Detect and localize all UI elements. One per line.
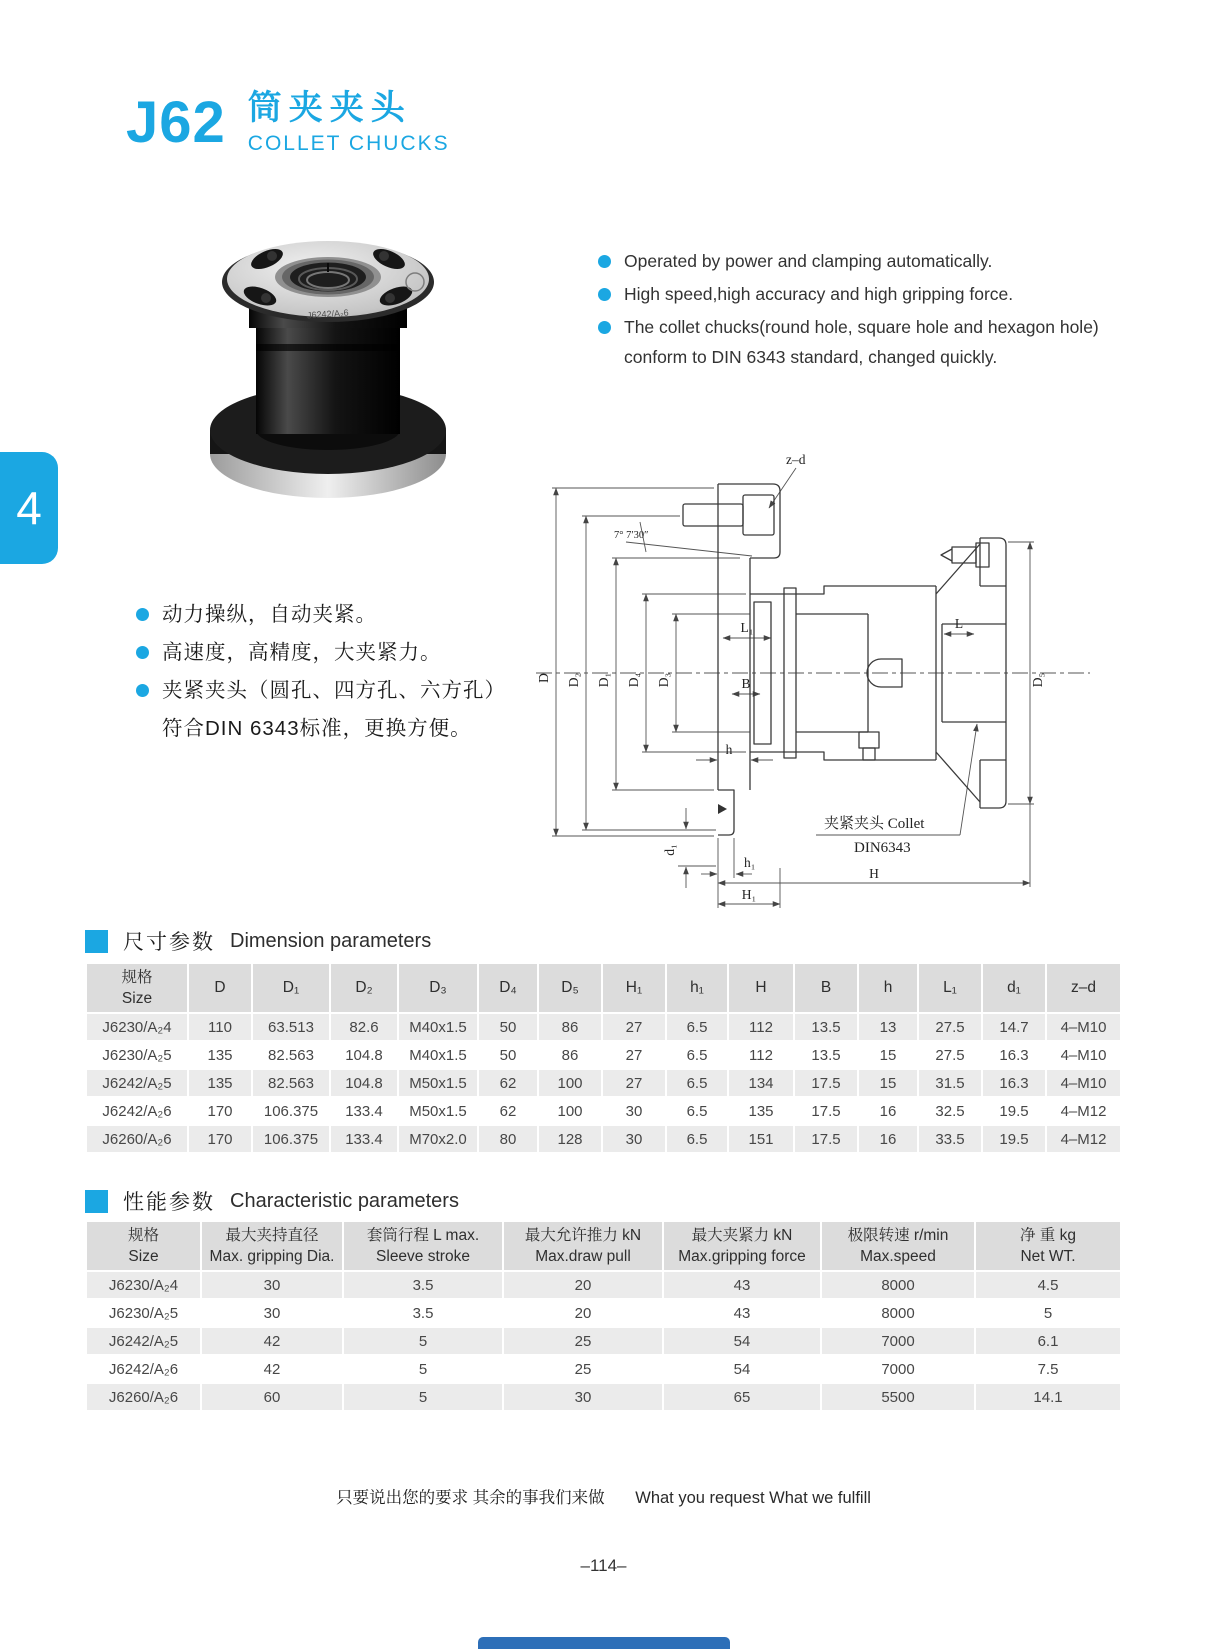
model-code: J62 — [126, 90, 226, 155]
column-header: 最大夹紧力 kN Max.gripping force — [664, 1222, 820, 1270]
dim-label-B: B — [741, 676, 751, 691]
value-cell: 5 — [344, 1328, 502, 1354]
section-title-cn: 尺寸参数 — [123, 931, 215, 954]
value-cell: 7000 — [822, 1356, 974, 1382]
value-cell: 4.5 — [976, 1272, 1120, 1298]
feature-item — [136, 672, 576, 709]
value-cell: 30 — [504, 1384, 662, 1410]
value-cell: 30 — [202, 1300, 342, 1326]
chapter-number: 4 — [16, 482, 42, 534]
characteristic-parameters-table — [85, 1220, 1122, 1412]
table-row — [87, 1272, 1120, 1298]
value-cell: 54 — [664, 1328, 820, 1354]
value-cell: 25 — [504, 1328, 662, 1354]
table-row — [87, 1126, 1120, 1152]
feature-text: 夹紧夹头（圆孔、四方孔、六方孔） — [162, 679, 506, 702]
section-title-dimension — [85, 926, 431, 956]
value-cell: M70x2.0 — [399, 1126, 477, 1152]
column-header: 最大允许推力 kN Max.draw pull — [504, 1222, 662, 1270]
value-cell: 104.8 — [331, 1042, 397, 1068]
bullet-icon — [136, 646, 149, 659]
value-cell: 15 — [859, 1070, 917, 1096]
value-cell: 133.4 — [331, 1098, 397, 1124]
value-cell: 4–M12 — [1047, 1098, 1120, 1124]
value-cell: 27.5 — [919, 1042, 981, 1068]
dim-label-D2: D₂ — [566, 672, 581, 688]
value-cell: 27 — [603, 1042, 665, 1068]
column-header: 最大夹持直径 Max. gripping Dia. — [202, 1222, 342, 1270]
drawing-labels — [536, 452, 1045, 902]
value-cell: 82.6 — [331, 1014, 397, 1040]
page-number: –114– — [580, 1556, 627, 1575]
dim-label-D3: D₃ — [656, 672, 671, 688]
dim-label-h1: h₁ — [744, 855, 756, 870]
value-cell: 5 — [976, 1300, 1120, 1326]
value-cell: 82.563 — [253, 1070, 329, 1096]
part-outline — [683, 484, 1006, 835]
value-cell: 17.5 — [795, 1098, 857, 1124]
size-cell: J6230/A₂4 — [87, 1272, 200, 1298]
value-cell: 7000 — [822, 1328, 974, 1354]
value-cell: 33.5 — [919, 1126, 981, 1152]
bullet-icon — [136, 684, 149, 697]
photo-engraving: J6242/A₂6 — [306, 307, 349, 321]
section-title-characteristic — [85, 1186, 459, 1216]
value-cell: 86 — [539, 1042, 601, 1068]
value-cell: 27 — [603, 1070, 665, 1096]
value-cell: 19.5 — [983, 1126, 1045, 1152]
bottom-banner — [478, 1637, 730, 1649]
value-cell: 31.5 — [919, 1070, 981, 1096]
value-cell: 62 — [479, 1098, 537, 1124]
value-cell: M50x1.5 — [399, 1070, 477, 1096]
feature-text: The collet chucks(round hole, square hole and hexagon hole) conform to DIN 6343 standard, changed quickly. — [624, 317, 1099, 367]
column-header: B — [795, 964, 857, 1012]
dim-label-L: L — [954, 616, 964, 631]
dim-label-D4: D₄ — [626, 672, 641, 688]
value-cell: 100 — [539, 1098, 601, 1124]
column-header: D₄ — [479, 964, 537, 1012]
feature-item — [136, 710, 576, 747]
feature-item — [598, 312, 1146, 372]
value-cell: 100 — [539, 1070, 601, 1096]
dimension-parameters-table — [85, 962, 1122, 1154]
value-cell: 135 — [189, 1042, 251, 1068]
dim-label-H1: H₁ — [741, 887, 757, 902]
value-cell: 80 — [479, 1126, 537, 1152]
footer-slogan — [0, 1484, 1207, 1508]
value-cell: 42 — [202, 1356, 342, 1382]
collet-note-std: DIN6343 — [854, 840, 911, 856]
value-cell: 8000 — [822, 1300, 974, 1326]
page-title-cn: 筒夹夹头 — [247, 89, 412, 127]
value-cell: 63.513 — [253, 1014, 329, 1040]
feature-list-en — [598, 246, 1146, 375]
column-header: H₁ — [603, 964, 665, 1012]
value-cell: 3.5 — [344, 1272, 502, 1298]
feature-item — [598, 246, 1146, 276]
feature-item — [136, 596, 576, 633]
value-cell: 86 — [539, 1014, 601, 1040]
column-header: 净 重 kg Net WT. — [976, 1222, 1120, 1270]
column-header: z–d — [1047, 964, 1120, 1012]
size-cell: J6230/A₂4 — [87, 1014, 187, 1040]
value-cell: 170 — [189, 1126, 251, 1152]
column-header: d₁ — [983, 964, 1045, 1012]
size-cell: J6260/A₂6 — [87, 1126, 187, 1152]
value-cell: 16 — [859, 1126, 917, 1152]
value-cell: 13.5 — [795, 1042, 857, 1068]
value-cell: 106.375 — [253, 1126, 329, 1152]
footer-slogan-en: What you request What we fulfill — [635, 1489, 871, 1507]
dim-label-L1: L₁ — [740, 620, 754, 635]
feature-item — [136, 634, 576, 671]
value-cell: 14.7 — [983, 1014, 1045, 1040]
value-cell: 4–M12 — [1047, 1126, 1120, 1152]
size-cell: J6242/A₂5 — [87, 1070, 187, 1096]
feature-text: High speed,high accuracy and high gripping force. — [624, 284, 1014, 304]
section-title-en: Characteristic parameters — [230, 1189, 459, 1212]
section-marker-icon — [85, 930, 108, 953]
section-title-cn: 性能参数 — [123, 1191, 215, 1214]
value-cell: 32.5 — [919, 1098, 981, 1124]
value-cell: 50 — [479, 1014, 537, 1040]
column-header: D — [189, 964, 251, 1012]
dim-label-h: h — [725, 742, 733, 757]
feature-text: 符合DIN 6343标准，更换方便。 — [162, 717, 472, 740]
table-row — [87, 1328, 1120, 1354]
feature-text: 高速度，高精度，大夹紧力。 — [162, 641, 442, 664]
column-header: 极限转速 r/min Max.speed — [822, 1222, 974, 1270]
value-cell: 133.4 — [331, 1126, 397, 1152]
value-cell: 170 — [189, 1098, 251, 1124]
value-cell: 54 — [664, 1356, 820, 1382]
table-row — [87, 1356, 1120, 1382]
value-cell: 42 — [202, 1328, 342, 1354]
feature-text: Operated by power and clamping automatically. — [624, 251, 993, 271]
value-cell: 17.5 — [795, 1126, 857, 1152]
value-cell: 5500 — [822, 1384, 974, 1410]
value-cell: 16.3 — [983, 1042, 1045, 1068]
dim-label-d1: d₁ — [662, 844, 677, 856]
size-cell: J6260/A₂6 — [87, 1384, 200, 1410]
value-cell: 112 — [729, 1014, 793, 1040]
value-cell: 6.5 — [667, 1098, 727, 1124]
column-header: D₁ — [253, 964, 329, 1012]
section-marker-icon — [85, 1190, 108, 1213]
value-cell: 15 — [859, 1042, 917, 1068]
table-row — [87, 1098, 1120, 1124]
page-header — [126, 86, 450, 160]
table-row — [87, 1384, 1120, 1410]
value-cell: 134 — [729, 1070, 793, 1096]
column-header: D₅ — [539, 964, 601, 1012]
chapter-tab — [0, 452, 58, 564]
value-cell: 6.5 — [667, 1070, 727, 1096]
value-cell: 8000 — [822, 1272, 974, 1298]
size-cell: J6230/A₂5 — [87, 1300, 200, 1326]
dim-label-D5: D₅ — [1030, 672, 1045, 688]
collet-note-cn: 夹紧夹头 Collet — [824, 816, 925, 832]
value-cell: 6.5 — [667, 1126, 727, 1152]
page-title-en: COLLET CHUCKS — [247, 132, 450, 155]
value-cell: 104.8 — [331, 1070, 397, 1096]
technical-drawing — [528, 438, 1103, 908]
table-row — [87, 1300, 1120, 1326]
value-cell: 4–M10 — [1047, 1014, 1120, 1040]
value-cell: 27.5 — [919, 1014, 981, 1040]
table-header-row — [87, 964, 1120, 1012]
value-cell: 6.5 — [667, 1014, 727, 1040]
column-header: D₃ — [399, 964, 477, 1012]
table-row — [87, 1070, 1120, 1096]
value-cell: 62 — [479, 1070, 537, 1096]
value-cell: 151 — [729, 1126, 793, 1152]
bullet-icon — [136, 608, 149, 621]
angle-label: 7° 7′30″ — [614, 530, 649, 541]
bolt-label: z–d — [786, 452, 806, 467]
dim-label-D1: D₁ — [596, 672, 611, 688]
value-cell: 30 — [603, 1098, 665, 1124]
value-cell: 60 — [202, 1384, 342, 1410]
table-row — [87, 1042, 1120, 1068]
column-header: H — [729, 964, 793, 1012]
column-header: 规格 Size — [87, 1222, 200, 1270]
value-cell: 25 — [504, 1356, 662, 1382]
section-title-en: Dimension parameters — [230, 929, 432, 952]
value-cell: 82.563 — [253, 1042, 329, 1068]
value-cell: 4–M10 — [1047, 1042, 1120, 1068]
value-cell: 135 — [189, 1070, 251, 1096]
value-cell: 13 — [859, 1014, 917, 1040]
column-header: 规格 Size — [87, 964, 187, 1012]
value-cell: 6.1 — [976, 1328, 1120, 1354]
value-cell: 43 — [664, 1272, 820, 1298]
value-cell: 5 — [344, 1384, 502, 1410]
value-cell: M40x1.5 — [399, 1014, 477, 1040]
column-header: D₂ — [331, 964, 397, 1012]
size-cell: J6242/A₂5 — [87, 1328, 200, 1354]
value-cell: 3.5 — [344, 1300, 502, 1326]
collet-chuck-image — [183, 192, 473, 502]
bullet-icon — [598, 288, 611, 301]
value-cell: 6.5 — [667, 1042, 727, 1068]
dim-label-H: H — [869, 866, 879, 881]
footer-slogan-cn: 只要说出您的要求 其余的事我们来做 — [336, 1489, 605, 1507]
value-cell: 30 — [603, 1126, 665, 1152]
column-header: L₁ — [919, 964, 981, 1012]
dim-label-D: D — [536, 673, 551, 683]
value-cell: 50 — [479, 1042, 537, 1068]
size-cell: J6242/A₂6 — [87, 1356, 200, 1382]
value-cell: 16 — [859, 1098, 917, 1124]
table-row — [87, 1014, 1120, 1040]
value-cell: 112 — [729, 1042, 793, 1068]
value-cell: 65 — [664, 1384, 820, 1410]
bullet-icon — [598, 255, 611, 268]
size-cell: J6230/A₂5 — [87, 1042, 187, 1068]
column-header: h₁ — [667, 964, 727, 1012]
value-cell: 128 — [539, 1126, 601, 1152]
feature-text: 动力操纵，自动夹紧。 — [162, 603, 377, 626]
value-cell: 106.375 — [253, 1098, 329, 1124]
feature-item — [598, 279, 1146, 309]
value-cell: 7.5 — [976, 1356, 1120, 1382]
value-cell: M40x1.5 — [399, 1042, 477, 1068]
bullet-icon — [598, 321, 611, 334]
value-cell: 16.3 — [983, 1070, 1045, 1096]
value-cell: 20 — [504, 1300, 662, 1326]
value-cell: 17.5 — [795, 1070, 857, 1096]
value-cell: 27 — [603, 1014, 665, 1040]
table-header-row — [87, 1222, 1120, 1270]
feature-list-cn — [136, 596, 576, 748]
value-cell: 110 — [189, 1014, 251, 1040]
value-cell: M50x1.5 — [399, 1098, 477, 1124]
value-cell: 19.5 — [983, 1098, 1045, 1124]
value-cell: 43 — [664, 1300, 820, 1326]
column-header: h — [859, 964, 917, 1012]
size-cell: J6242/A₂6 — [87, 1098, 187, 1124]
page-titles — [248, 86, 450, 160]
value-cell: 30 — [202, 1272, 342, 1298]
value-cell: 4–M10 — [1047, 1070, 1120, 1096]
value-cell: 20 — [504, 1272, 662, 1298]
value-cell: 135 — [729, 1098, 793, 1124]
value-cell: 5 — [344, 1356, 502, 1382]
product-photo — [183, 192, 473, 502]
value-cell: 13.5 — [795, 1014, 857, 1040]
column-header: 套筒行程 L max. Sleeve stroke — [344, 1222, 502, 1270]
value-cell: 14.1 — [976, 1384, 1120, 1410]
